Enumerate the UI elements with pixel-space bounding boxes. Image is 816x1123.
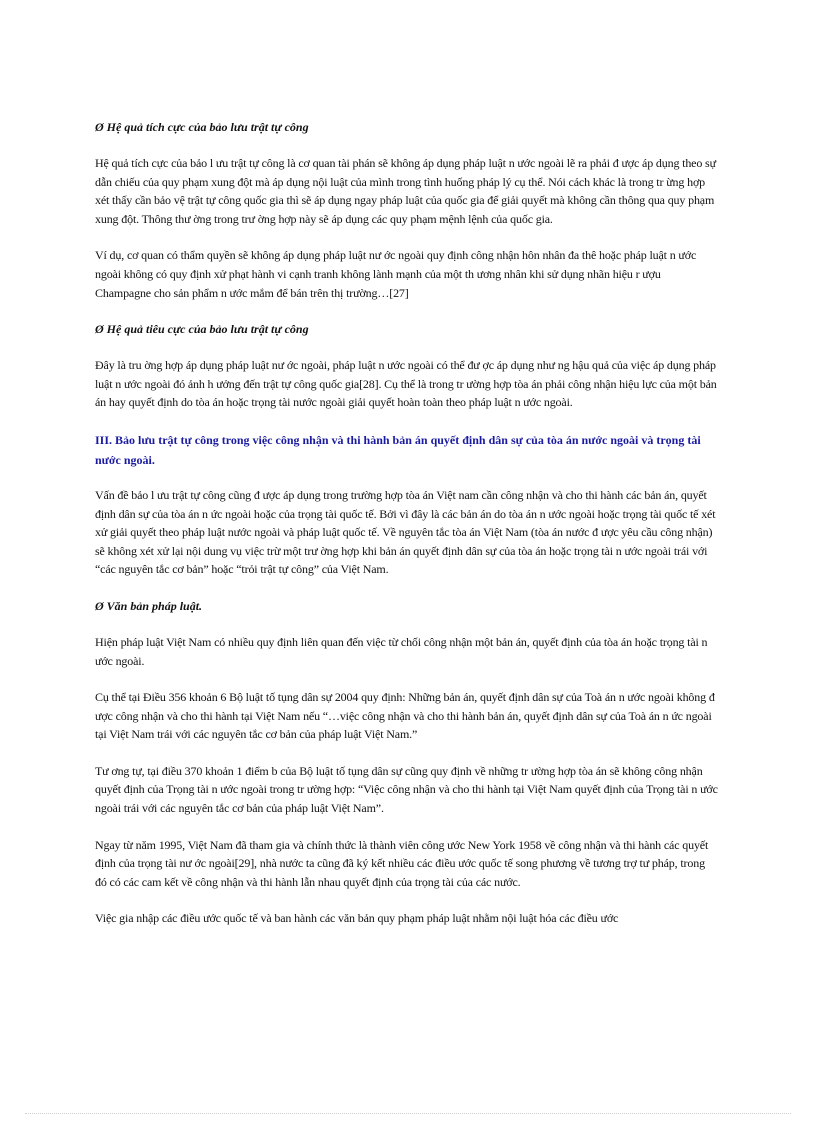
document-body — [95, 118, 719, 946]
paragraph: Cụ thể tại Điều 356 khoản 6 Bộ luật tố tụng dân sự 2004 quy định: Những bản án, quyết định dân sự của Toà án n ước ngoài không đ ược công nhận và cho thi hành tại Việt Nam nếu “…việc công nhận và cho thi hành bản án, quyết định dân sự của Toà án n ức ngoài tại Việt Nam trái với các nguyên tắc cơ bản của pháp luật Việt Nam.” — [95, 690, 715, 742]
paragraph: Vấn đề bảo l ưu trật tự công cũng đ ược áp dụng trong trường hợp tòa án Việt nam cần công nhận và cho thi hành các bản án, quyết định dân sự của tòa án n ức ngoài hoặc của trọng tài quốc tế. Bởi vì đây là các bản án do tòa án n ước ngoài hoặc trọng tài quốc tế xét xử giải quyết theo pháp luật nước ngoài và pháp luật quốc tế. Về nguyên tắc tòa án Việt Nam (tòa án nước đ ược yêu cầu công nhận) sẽ không xét xử lại nội dung vụ việc trừ một trư ờng hợp khi bản án quyết định dân sự của tòa án hoặc trọng tài n ước ngoài trái với “các nguyên tắc cơ bản” hoặc “trỏi trật tự công” của Việt Nam. — [95, 487, 716, 577]
paragraph: Hiện pháp luật Việt Nam có nhiều quy định liên quan đến việc từ chối công nhận một bản án, quyết định của tòa án hoặc trọng tài n ước ngoài. — [95, 634, 708, 668]
paragraph: Hệ quả tích cực của bảo l ưu trật tự công là cơ quan tài phán sẽ không áp dụng pháp luật n ước ngoài lẽ ra phải đ ược áp dụng theo sự dẫn chiếu của quy phạm xung đột mà áp dụng nội luật của mình trong tình huống pháp lý cụ thể. Nói cách khác là trong tr ừng hợp xét thấy cần bảo vệ trật tự công quốc gia thì sẽ áp dụng ngay pháp luật của quốc gia để giải quyết mà không cần thông qua quy phạm xung đột. Thông thư ờng trong trư ờng hợp này sẽ áp dụng các quy phạm mệnh lệnh của quốc gia. — [95, 156, 716, 226]
paragraph: Việc gia nhập các điều ước quốc tế và ban hành các văn bản quy phạm pháp luật nhằm nội luật hóa các điều ước — [95, 911, 619, 926]
paragraph: Tư ơng tự, tại điều 370 khoản 1 điểm b của Bộ luật tố tụng dân sự cũng quy định về những tr ường hợp tòa án sẽ không công nhận quyết định của Trọng tài n ước ngoài trong tr ường hợp: “Việc công nhận và cho thi hành tại Việt Nam quyết định của Trọng tài n ước ngoài trái với các nguyên tắc cơ bản của pháp luật Việt Nam”. — [95, 763, 718, 816]
paragraph: Ngay từ năm 1995, Việt Nam đã tham gia và chính thức là thành viên công ước New York 1958 về công nhận và thi hành các quyết định của trọng tài nư ớc ngoài[29], nhà nước ta cũng đã ký kết nhiều các điều ước quốc tế song phương về tương trợ tư pháp, trong đó có các cam kết về công nhận và thi hành lẫn nhau quyết định của trọng tài của các nước. — [95, 837, 709, 889]
paragraph: Ví dụ, cơ quan có thẩm quyền sẽ không áp dụng pháp luật nư ớc ngoài quy định công nhận hôn nhân đa thê hoặc pháp luật n ước ngoài không có quy định xử phạt hành vi cạnh tranh không lành mạnh của một th ương nhân khi sử dụng nhãn hiệu r ượu Champagne cho sản phẩm n ước mắm để bán trên thị trường…[27] — [95, 248, 697, 300]
heading-legal-documents: Ø Văn bản pháp luật. — [95, 598, 203, 613]
paragraph: Đây là tru ờng hợp áp dụng pháp luật nư ớc ngoài, pháp luật n ước ngoài có thể đư ợc áp dụng như ng hậu quả của việc áp dụng pháp luật n ước ngoài đó ảnh h ưởng đến trật tự công quốc gia[28]. Cụ thể là trong tr ường hợp tòa án phải công nhận hiệu lực của một bản án hay quyết định do tòa án hoặc trọng tài nước ngoài giải quyết hoàn toàn theo pháp luật n ước ngoài. — [95, 358, 717, 410]
section-title: III. Bảo lưu trật tự công trong việc công nhận và thi hành bản án quyết định dân sự của tòa án nước ngoài và trọng tài nước ngoài. — [95, 432, 701, 467]
page-bottom-divider — [25, 1113, 791, 1114]
heading-negative-consequence: Ø Hệ quả tiêu cực của bảo lưu trật tự công — [95, 322, 309, 337]
heading-positive-consequence: Ø Hệ quả tích cực của bảo lưu trật tự công — [95, 120, 309, 134]
